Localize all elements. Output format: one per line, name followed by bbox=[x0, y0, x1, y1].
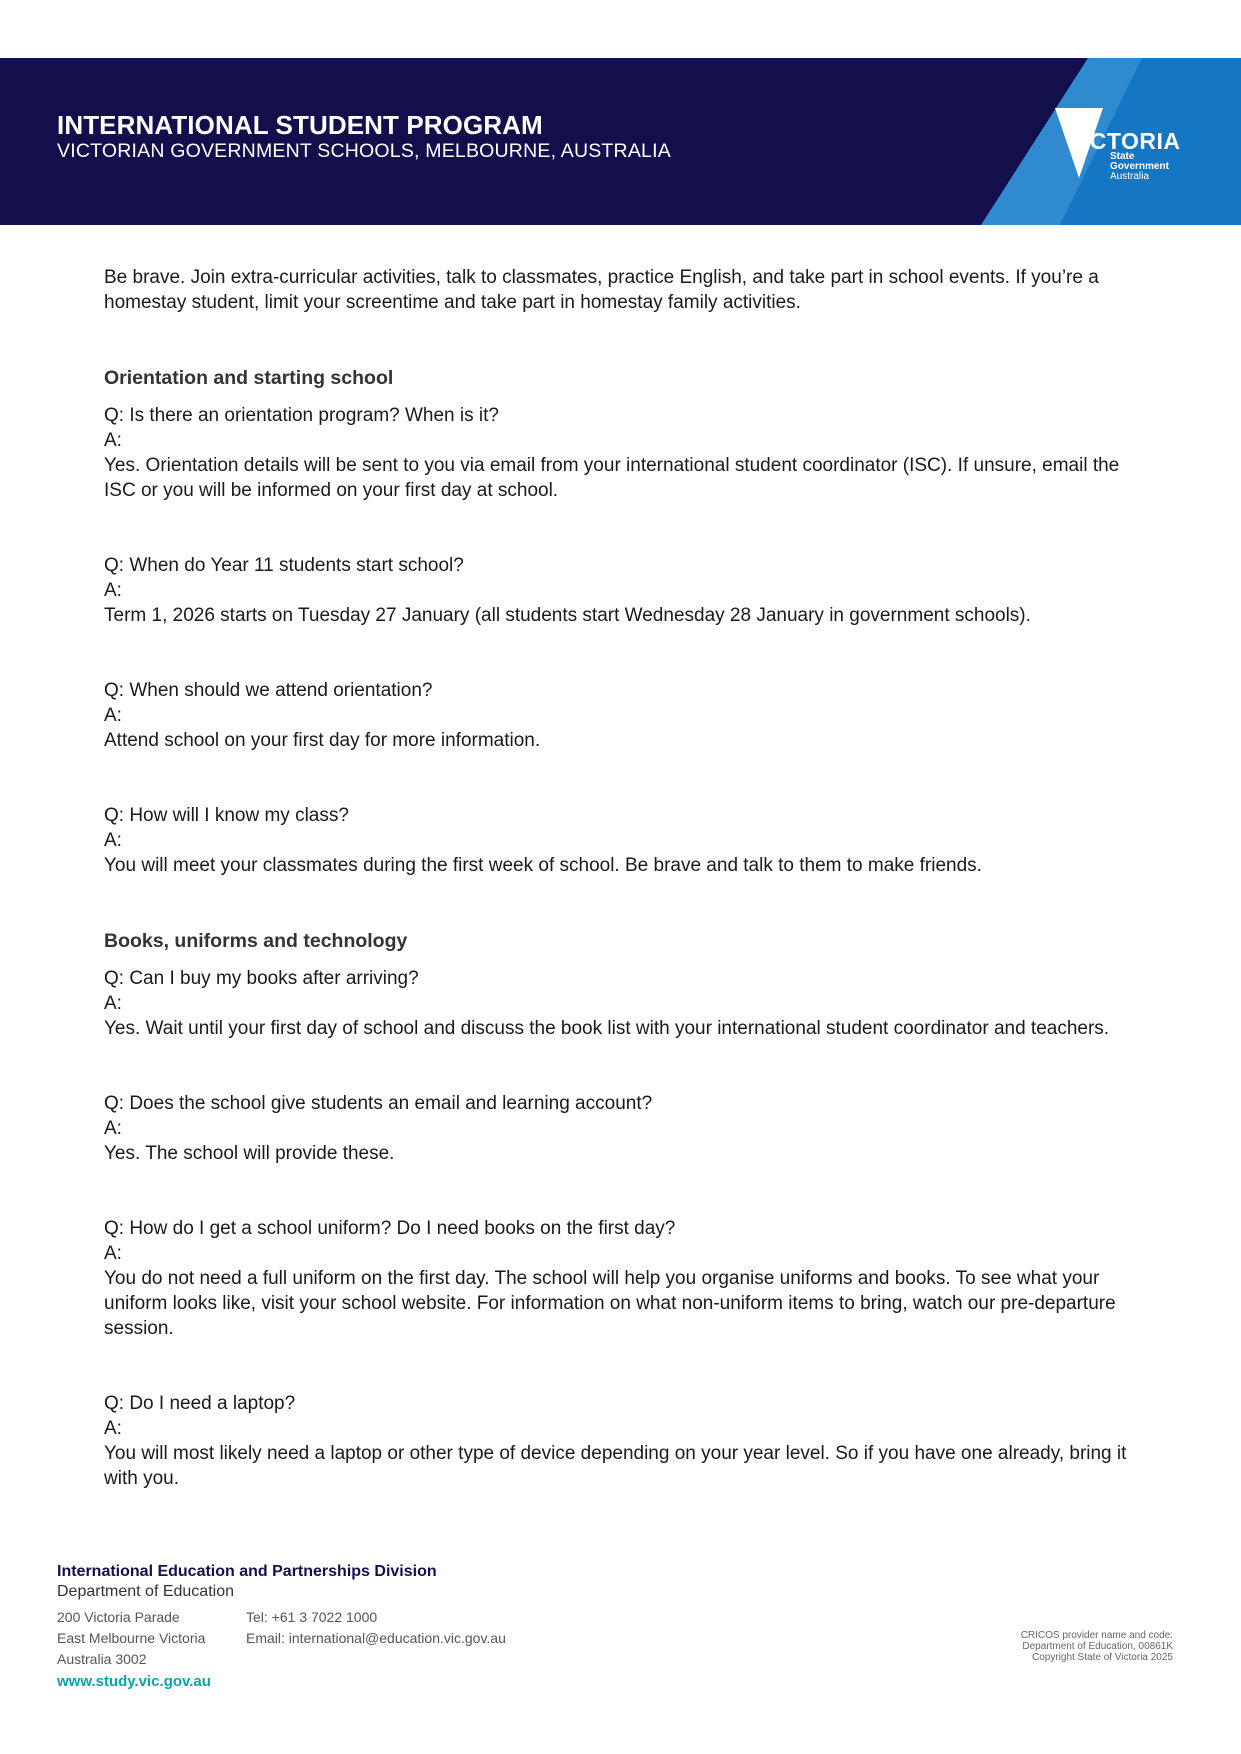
qa-item bbox=[104, 966, 1134, 1041]
question: Q: Does the school give students an email and learning account? bbox=[104, 1093, 653, 1114]
phone-number: Tel: +61 3 7022 1000 bbox=[246, 1609, 378, 1625]
answer-label: A: bbox=[104, 705, 122, 726]
question: Q: How will I know my class? bbox=[104, 805, 349, 826]
document-body bbox=[104, 265, 1134, 1491]
answer: Yes. Orientation details will be sent to you via email from your international student coordinator (ISC). If unsure, email the ISC or you will be informed on your first day at school. bbox=[104, 455, 1120, 501]
logo-line-government: Government bbox=[1110, 161, 1169, 172]
answer-label: A: bbox=[104, 580, 122, 601]
qa-item bbox=[104, 403, 1134, 503]
footer-address bbox=[57, 1607, 205, 1670]
cricos-notice bbox=[1021, 1630, 1173, 1663]
answer-label: A: bbox=[104, 1418, 122, 1439]
intro-paragraph: Be brave. Join extra-curricular activities, talk to classmates, practice English, and take part in school events. If you’re a homestay student, limit your screentime and take part in homestay family activities. bbox=[104, 267, 1099, 313]
cricos-line: Department of Education, 00861K bbox=[1022, 1641, 1173, 1652]
answer-label: A: bbox=[104, 430, 122, 451]
logo-subtext bbox=[1110, 152, 1169, 182]
address-line: East Melbourne Victoria bbox=[57, 1630, 206, 1646]
answer-label: A: bbox=[104, 1118, 122, 1139]
qa-item bbox=[104, 553, 1134, 628]
qa-item bbox=[104, 1091, 1134, 1166]
answer: You do not need a full uniform on the first day. The school will help you organise uniforms and books. To see what your uniform looks like, visit your school website. For information on what non-uniform items to bring, watch our pre-departure session. bbox=[104, 1268, 1116, 1339]
footer-contact bbox=[246, 1607, 506, 1649]
section-heading-orientation: Orientation and starting school bbox=[104, 367, 394, 389]
cricos-line: CRICOS provider name and code: bbox=[1020, 1630, 1173, 1641]
qa-item bbox=[104, 678, 1134, 753]
answer: Yes. The school will provide these. bbox=[104, 1143, 395, 1164]
address-line: Australia 3002 bbox=[57, 1651, 147, 1667]
answer: Term 1, 2026 starts on Tuesday 27 January (all students start Wednesday 28 January in government schools). bbox=[104, 605, 1031, 626]
answer-label: A: bbox=[104, 1243, 122, 1264]
qa-item bbox=[104, 1216, 1134, 1341]
question: Q: When do Year 11 students start school? bbox=[104, 555, 464, 576]
question: Q: Do I need a laptop? bbox=[104, 1393, 296, 1414]
email-address: Email: international@education.vic.gov.au bbox=[246, 1630, 506, 1646]
answer: You will most likely need a laptop or other type of device depending on your year level. So if you have one already, bring it with you. bbox=[104, 1443, 1127, 1489]
division-name: International Education and Partnerships Division bbox=[57, 1563, 437, 1580]
logo-line-australia: Australia bbox=[1110, 171, 1149, 182]
section-heading-books: Books, uniforms and technology bbox=[104, 930, 408, 952]
question: Q: Is there an orientation program? When is it? bbox=[104, 405, 499, 426]
website-link[interactable]: www.study.vic.gov.au bbox=[57, 1673, 211, 1690]
logo-wordmark: VICTORIA bbox=[1067, 128, 1181, 154]
question: Q: When should we attend orientation? bbox=[104, 680, 433, 701]
answer-label: A: bbox=[104, 830, 122, 851]
department-name: Department of Education bbox=[57, 1583, 234, 1600]
question: Q: Can I buy my books after arriving? bbox=[104, 968, 419, 989]
answer: Yes. Wait until your first day of school and discuss the book list with your international student coordinator and teachers. bbox=[104, 1018, 1110, 1039]
program-title: INTERNATIONAL STUDENT PROGRAM bbox=[57, 110, 543, 140]
victoria-logo bbox=[1055, 108, 1185, 180]
qa-item bbox=[104, 1391, 1134, 1491]
address-line: 200 Victoria Parade bbox=[57, 1609, 180, 1625]
answer: Attend school on your first day for more information. bbox=[104, 730, 541, 751]
footer-division-block bbox=[57, 1562, 437, 1602]
answer: You will meet your classmates during the first week of school. Be brave and talk to them to make friends. bbox=[104, 855, 982, 876]
cricos-line: Copyright State of Victoria 2025 bbox=[1031, 1652, 1173, 1663]
qa-item bbox=[104, 803, 1134, 878]
question: Q: How do I get a school uniform? Do I need books on the first day? bbox=[104, 1218, 676, 1239]
program-subtitle: VICTORIAN GOVERNMENT SCHOOLS, MELBOURNE, AUSTRALIA bbox=[57, 140, 671, 162]
answer-label: A: bbox=[104, 993, 122, 1014]
logo-line-state: State bbox=[1110, 151, 1135, 162]
